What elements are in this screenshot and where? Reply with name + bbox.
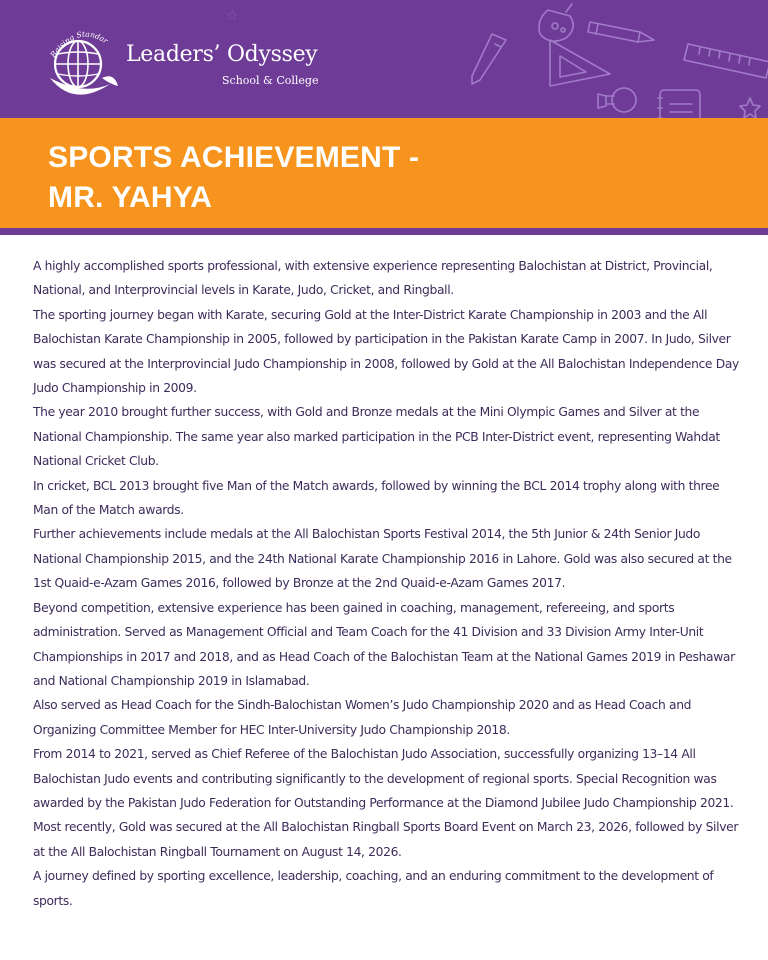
title-line-1: SPORTS ACHIEVEMENT - [48, 141, 420, 174]
logo-tagline: Raising Standards [41, 19, 110, 60]
svg-text:Raising Standards [42, 19, 110, 60]
pen-icon [472, 34, 506, 84]
paragraph: Further achievements include medals at the All Balochistan Sports Festival 2014, the 5th Junior & 24th Senior Judo National Championship 2015, and the 24th National Karate Championship 2016 in Lahore. Gold was also secured at the 1st Quaid-e-Azam Games 2016, followed by Bronze at the 2nd Quaid-e-Azam Games 2017. [33, 527, 732, 591]
ruler-icon [684, 44, 768, 78]
header-banner [0, 0, 768, 118]
paragraph: A highly accomplished sports professional, with extensive experience representing Balochistan at District, Provincial, National, and Interprovincial levels in Karate, Judo, Cricket, and Ringball. [33, 259, 713, 298]
paragraph: A journey defined by sporting excellence, leadership, coaching, and an enduring commitment to the development of sports. [33, 869, 714, 908]
notebook-icon [658, 90, 700, 118]
paragraph: Most recently, Gold was secured at the All Balochistan Ringball Sports Board Event on March 23, 2026, followed by Silver at the All Balochistan Ringball Tournament on August 14, 2026. [33, 820, 739, 859]
achievement-description [33, 254, 745, 913]
star-icon [740, 98, 760, 118]
star-icon: ☆ [226, 8, 239, 24]
paragraph: In cricket, BCL 2013 brought five Man of the Match awards, followed by winning the BCL 2014 trophy along with three Man of the Match awards. [33, 478, 720, 518]
divider-rule [0, 228, 768, 235]
paragraph: From 2014 to 2021, served as Chief Referee of the Balochistan Judo Association, successfully organizing 13–14 All Balochistan Judo events and contributing significantly to the development of regional sports. Special Recognition was awarded by the Pakistan Judo Federation for Outstanding Performance at the Diamond Jubilee Judo Championship 2021. [33, 747, 734, 810]
pencil-icon [588, 22, 654, 42]
set-square-icon [550, 40, 610, 86]
paragraph: The year 2010 brought further success, with Gold and Bronze medals at the Mini Olympic Games and Silver at the National Championship. The same year also marked participation in the PCB Inter-District event, representing Wahdat National Cricket Club. [33, 405, 720, 469]
school-name: Leaders’ Odyssey [126, 42, 318, 67]
tagline-arc [41, 19, 124, 66]
title-band [0, 118, 768, 228]
title-line-2: MR. YAHYA [48, 181, 213, 214]
school-subtitle: School & College [222, 74, 319, 87]
flask-icon [539, 4, 573, 41]
paragraph: Also served as Head Coach for the Sindh-Balochistan Women’s Judo Championship 2020 and as Head Coach and Organizing Committee Member for HEC Inter-University Judo Championship 2018. [33, 698, 692, 737]
paragraph: Beyond competition, extensive experience has been gained in coaching, management, refereeing, and sports administration. Served as Management Official and Team Coach for the 41 Division and 33 Division Army Inter-Unit Championships in 2017 and 2018, and as Head Coach of the Balochistan Team at the National Games 2019 in Peshawar and National Championship 2019 in Islamabad. [33, 600, 735, 688]
stationery-doodles [210, 0, 768, 118]
paragraph: The sporting journey began with Karate, securing Gold at the Inter-District Karate Championship in 2003 and the All Balochistan Karate Championship in 2005, followed by participation in the Pakistan Karate Camp in 2007. In Judo, Silver was secured at the Interprovincial Judo Championship in 2008, followed by Gold at the All Balochistan Independence Day Judo Championship in 2009. [33, 307, 739, 396]
page-title [48, 138, 419, 218]
lightbulb-icon [598, 88, 636, 112]
